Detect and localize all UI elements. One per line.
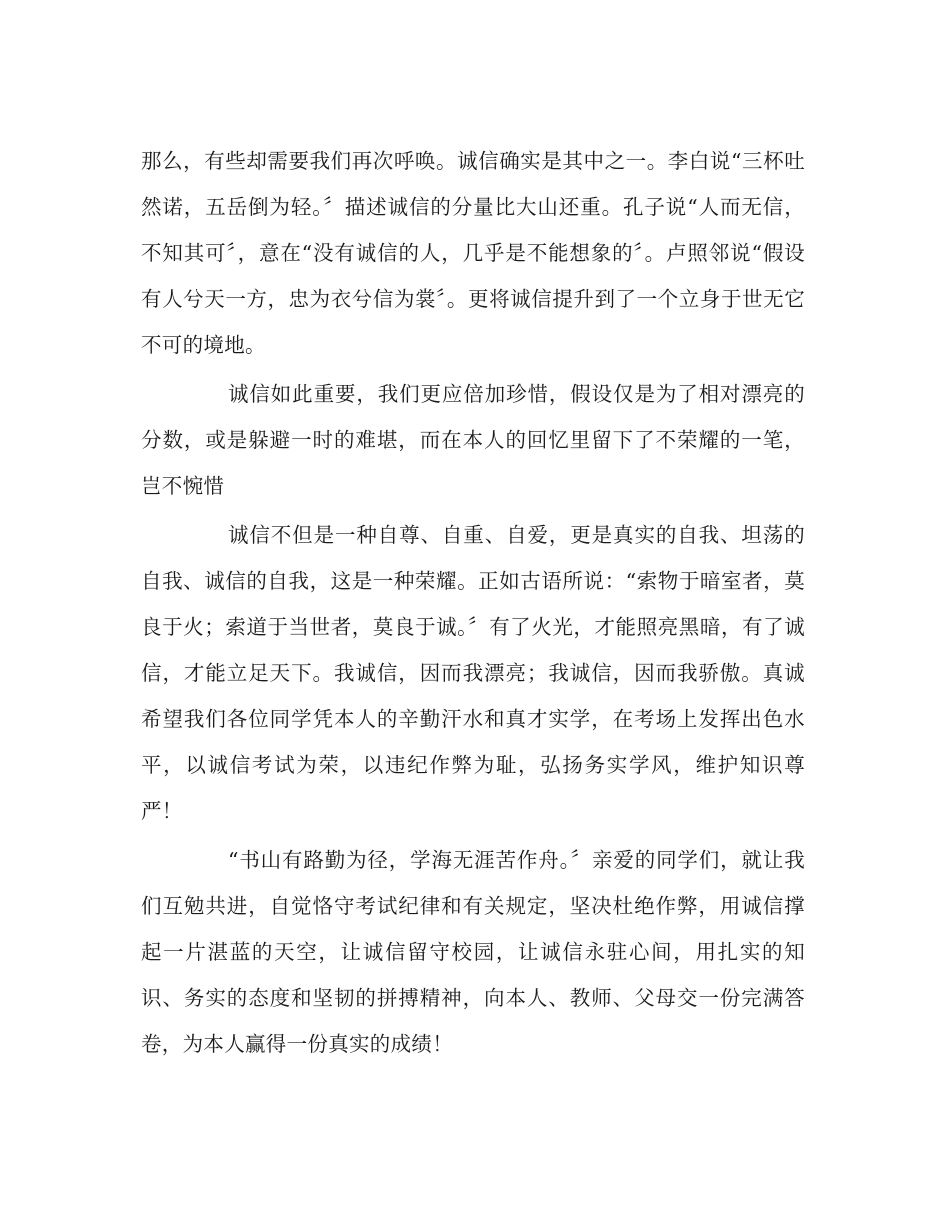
paragraph-1: 那么，有些却需要我们再次呼唤。诚信确实是其中之一。李白说“三杯吐然诺，五岳倒为轻。〞描述诚信的分量比大山还重。孔子说“人而无信，不知其可〞，意在“没有诚信的人，几乎是不能想象的〞。卢照邻说“假设有人兮天一方，忠为衣兮信为裳〞。更将诚信提升到了一个立身于世无它不可的境地。 (141, 149, 805, 357)
paragraph-3: 诚信不但是一种自尊、自重、自爱，更是真实的自我、坦荡的自我、诚信的自我，这是一种荣耀。正如古语所说：“索物于暗室者，莫良于火；索道于当世者，莫良于诚。〞有了火光，才能照亮黑暗，有了诚信，才能立足天下。我诚信，因而我漂亮；我诚信，因而我骄傲。真诚希望我们各位同学凭本人的辛勤汗水和真才实学，在考场上发挥出色水平，以诚信考试为荣，以违纪作弊为耻，弘扬务实学风，维护知识尊严！ (141, 523, 805, 823)
paragraph-4: “书山有路勤为径，学海无涯苦作舟。〞亲爱的同学们，就让我们互勉共进，自觉恪守考试纪律和有关规定，坚决杜绝作弊，用诚信撑起一片湛蓝的天空，让诚信留守校园，让诚信永驻心间，用扎实的知识、务实的态度和坚韧的拼搏精神，向本人、教师、父母交一份完满答卷，为本人赢得一份真实的成绩！ (141, 848, 805, 1056)
paragraph-2: 诚信如此重要，我们更应倍加珍惜，假设仅是为了相对漂亮的分数，或是躲避一时的难堪，而在本人的回忆里留下了不荣耀的一笔，岂不惋惜 (141, 382, 805, 498)
document-body (141, 138, 805, 1070)
